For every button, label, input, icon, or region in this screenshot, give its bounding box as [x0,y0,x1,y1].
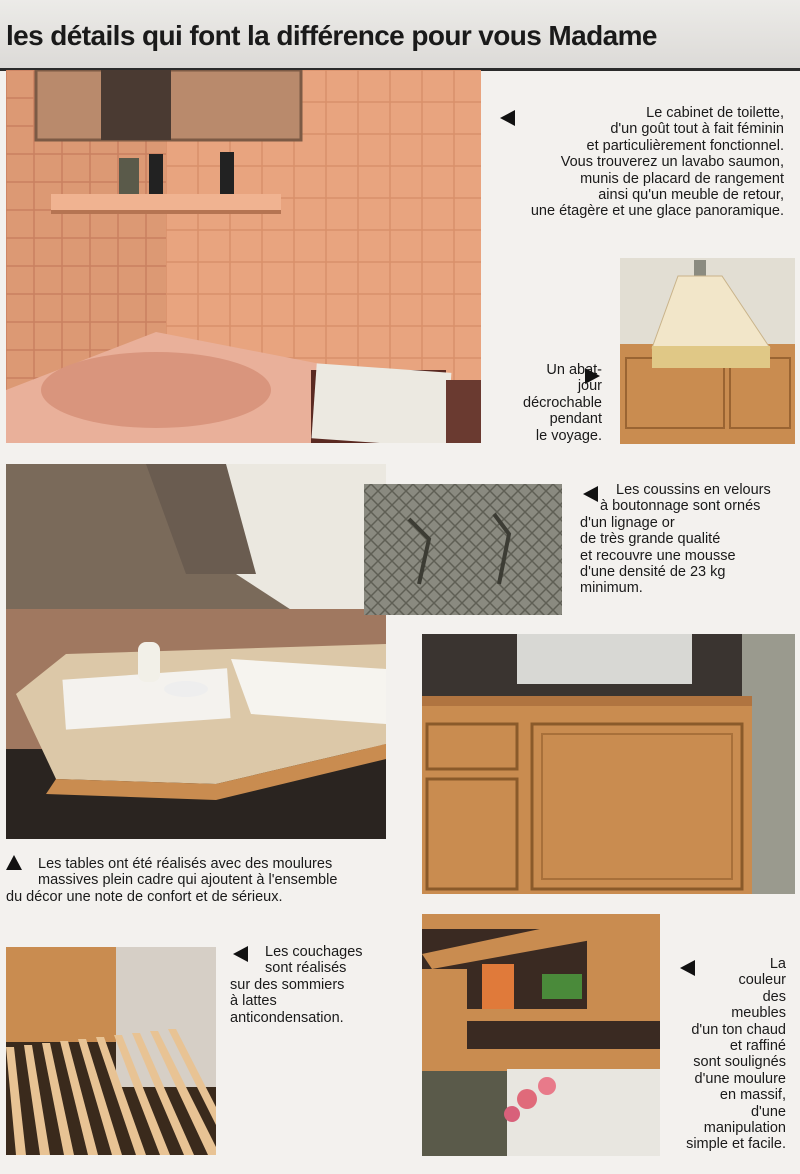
pointer-right-icon [585,368,600,384]
caption-couchages: Les couchages sont réalisés sur des sommiers à lattes anticondensation. [230,944,363,1026]
caption-toilette: Le cabinet de toilette, d'un goût tout à fait féminin et particulièrement fonctionnel. Vous trouverez un lavabo saumon, munis de placard de rangement ainsi qu'un meuble de retour, une étagère et une glace panoramique. [530,105,784,220]
bathroom-photo [6,70,481,443]
caption-meubles: La couleur des meubles d'un ton chaud et raffiné sont soulignés d'une moulure en massif, d'une manipulation simple et facile. [686,956,786,1153]
caption-tables: Les tables ont été réalisés avec des moulures massives plein cadre qui ajoutent à l'ensemble du décor une note de confort et de sérieux. [6,856,338,905]
lampshade-photo [620,258,795,444]
caption-coussins: Les coussins en velours à boutonnage sont ornés d'un lignage or de très grande qualité et recouvre une mousse d'une densité de 23 kg minimum. [580,482,771,597]
caption-abatjour: Un abat- jour décrochable pendant le voyage. [523,362,602,444]
table-photo [6,464,386,839]
pointer-left-icon [500,110,515,126]
bed-slats-photo [6,947,216,1155]
kitchen-photo [422,634,795,894]
page-header [0,0,800,71]
cupboard-photo [422,914,660,1156]
cushion-photo [364,484,562,615]
page-heading: les détails qui font la différence pour vous Madame [6,20,657,51]
